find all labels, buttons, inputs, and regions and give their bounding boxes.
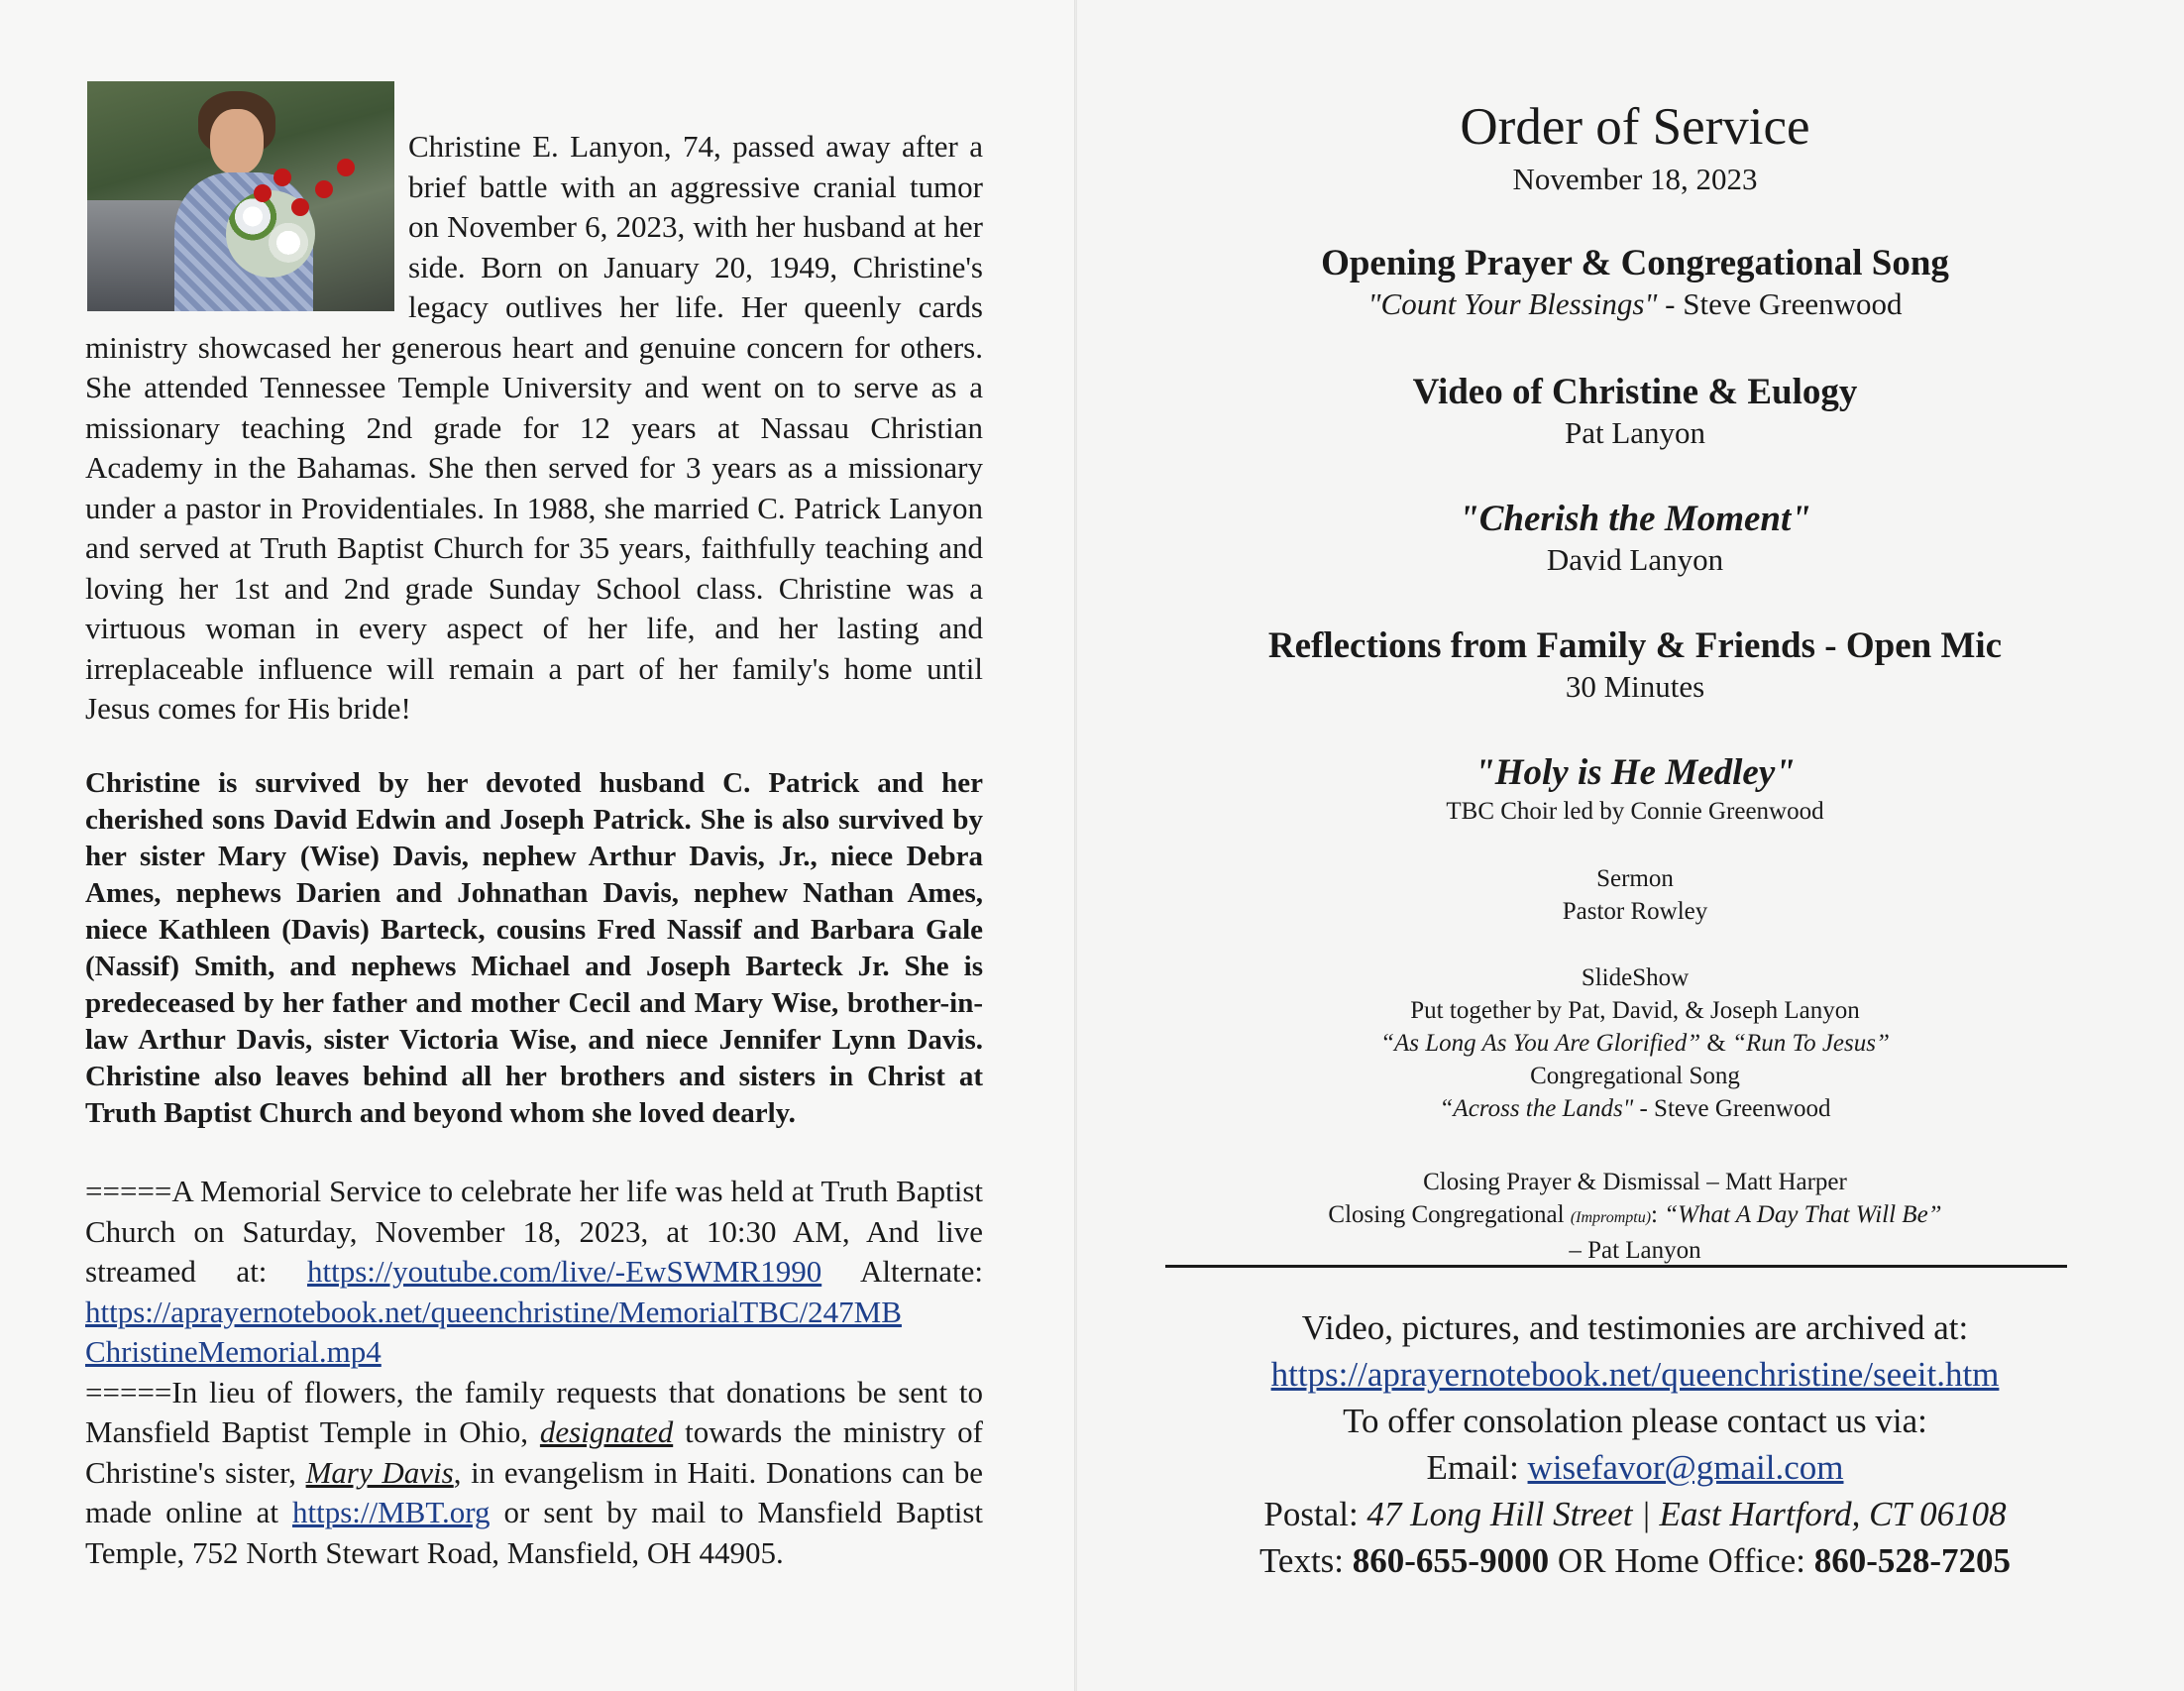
reflections-duration: 30 Minutes bbox=[1565, 669, 1705, 704]
email-line bbox=[1140, 1444, 2130, 1491]
slideshow-song1: “As Long As You Are Glorified” bbox=[1380, 1030, 1701, 1057]
email-label: Email: bbox=[1426, 1448, 1528, 1487]
closing-prayer: Closing Prayer & Dismissal – Matt Harper bbox=[1423, 1169, 1847, 1195]
or-label: OR Home Office: bbox=[1549, 1541, 1814, 1580]
holy-by: TBC Choir led by Connie Greenwood bbox=[1446, 798, 1824, 825]
holy-title: "Holy is He Medley" bbox=[1474, 752, 1796, 793]
email-link[interactable]: wisefavor@gmail.com bbox=[1527, 1448, 1844, 1487]
obituary-intro bbox=[85, 127, 983, 730]
reflections-section bbox=[1140, 624, 2130, 706]
archive-link[interactable]: https://aprayernotebook.net/queenchristine/seeit.htm bbox=[1270, 1355, 2000, 1394]
obituary-memorial bbox=[85, 1172, 983, 1573]
survived-text: Christine is survived by her devoted husband C. Patrick and her cherished sons David Edwin and Joseph Patrick. She is also survived by her sister Mary (Wise) Davis, nephew Arthur Davis, Jr., niece Debra Ames, nephews Darien and Johnathan Davis, nephew Nathan Ames, niece Kathleen (Davis) Barteck, cousins Fred Nassif and Barbara Gale (Nassif) Smith, and nephews Michael and Joseph Barteck Jr. She is predeceased by her father and mother Cecil and Mary Wise, brother-in-law Arthur Davis, sister Victoria Wise, and niece Jennifer Lynn Davis. Christine also leaves behind all her brothers and sisters in Christ at Truth Baptist Church and beyond whom she loved dearly. bbox=[85, 767, 983, 1129]
cherish-by: David Lanyon bbox=[1546, 542, 1724, 577]
closing-cong-colon: : bbox=[1651, 1201, 1665, 1228]
flowers-after-sister: , in evangelism in Haiti. Donations can be made online at bbox=[85, 1454, 983, 1529]
flowers-text: =====In lieu of flowers, the family requests that donations be sent to Mansfield Baptist Temple in Ohio, bbox=[85, 1374, 983, 1449]
opening-section bbox=[1140, 242, 2130, 323]
opening-by: - Steve Greenwood bbox=[1657, 286, 1903, 321]
closing-cong-note: (Impromptu) bbox=[1570, 1209, 1652, 1226]
cherish-section bbox=[1140, 498, 2130, 579]
video-by: Pat Lanyon bbox=[1564, 415, 1706, 450]
closing-cong-by: – Pat Lanyon bbox=[1569, 1237, 1701, 1264]
opening-title: Opening Prayer & Congregational Song bbox=[1321, 243, 1949, 283]
order-date: November 18, 2023 bbox=[1512, 162, 1758, 196]
designated-text: designated bbox=[539, 1414, 674, 1449]
video-title: Video of Christine & Eulogy bbox=[1412, 372, 1858, 412]
sister-name: Mary Davis bbox=[305, 1454, 454, 1490]
texts-line bbox=[1140, 1537, 2130, 1584]
mbt-link[interactable]: https://MBT.org bbox=[291, 1495, 491, 1529]
closing-section bbox=[1140, 1166, 2130, 1267]
slideshow-song2: “Run To Jesus” bbox=[1732, 1030, 1890, 1057]
closing-cong-song: “What A Day That Will Be” bbox=[1664, 1201, 1942, 1228]
postal-address: 47 Long Hill Street | East Hartford, CT 06108 bbox=[1366, 1495, 2007, 1533]
closing-cong-line bbox=[1140, 1198, 2130, 1234]
portrait-photo bbox=[87, 81, 394, 311]
order-title: Order of Service bbox=[1460, 98, 1810, 156]
cong-song-label: Congregational Song bbox=[1530, 1063, 1740, 1089]
archive-text: Video, pictures, and testimonies are archived at: bbox=[1301, 1308, 1969, 1347]
alternate-link[interactable]: https://aprayernotebook.net/queenchristine/MemorialTBC/247MB ChristineMemorial.mp4 bbox=[85, 1294, 902, 1369]
office-number: 860-528-7205 bbox=[1813, 1541, 2012, 1580]
flowers-suffix: or sent by mail to Mansfield Baptist Temple, 752 North Stewart Road, Mansfield, OH 44905. bbox=[85, 1495, 983, 1570]
sermon-section bbox=[1140, 862, 2130, 928]
slideshow-amp: & bbox=[1700, 1030, 1733, 1057]
slideshow-by: Put together by Pat, David, & Joseph Lanyon bbox=[1410, 997, 1860, 1024]
slideshow-songs bbox=[1140, 1027, 2130, 1060]
opening-song-line bbox=[1140, 285, 2130, 323]
cong-song-line bbox=[1140, 1092, 2130, 1125]
video-section bbox=[1140, 371, 2130, 452]
closing-cong-label: Closing Congregational bbox=[1328, 1201, 1565, 1228]
slideshow-section bbox=[1140, 961, 2130, 1125]
contact-section bbox=[1140, 1304, 2130, 1584]
consolation-text: To offer consolation please contact us via: bbox=[1343, 1402, 1927, 1440]
cong-song-by: - Steve Greenwood bbox=[1633, 1095, 1831, 1122]
stream-link[interactable]: https://youtube.com/live/-EwSWMR1990 bbox=[306, 1254, 822, 1289]
postal-label: Postal: bbox=[1263, 1495, 1367, 1533]
alternate-label: Alternate: bbox=[860, 1254, 983, 1289]
cherish-title: "Cherish the Moment" bbox=[1459, 499, 1811, 539]
cong-song-title: “Across the Lands" bbox=[1439, 1095, 1634, 1122]
section-divider bbox=[1165, 1265, 2067, 1268]
postal-line bbox=[1140, 1491, 2130, 1537]
obituary-intro-text: Christine E. Lanyon, 74, passed away after a brief battle with an aggressive cranial tumor on November 6, 2023, with her husband at her side. Born on January 20, 1949, Christine's legacy outlives her life. Her queenly cards ministry showcased her generous heart and genuine concern for others. She attended Tennessee Temple University and went on to serve as a missionary teaching 2nd grade for 12 years at Nassau Christian Academy in the Bahamas. She then served for 3 years as a missionary under a pastor in Providentiales. In 1988, she married C. Patrick Lanyon and served at Truth Baptist Church for 35 years, faithfully teaching and loving her 1st and 2nd grade Sunday School class. Christine was a virtuous woman in every aspect of her life, and her lasting and irreplaceable influence will remain a part of her family's home until Jesus comes for His bride! bbox=[85, 129, 983, 726]
sermon-by: Pastor Rowley bbox=[1562, 898, 1708, 925]
reflections-title: Reflections from Family & Friends - Open Mic bbox=[1267, 625, 2003, 666]
texts-label: Texts: bbox=[1258, 1541, 1353, 1580]
holy-section bbox=[1140, 751, 2130, 828]
sermon-label: Sermon bbox=[1596, 865, 1674, 892]
memorial-text: =====A Memorial Service to celebrate her life was held at Truth Baptist Church on Saturday, November 18, 2023, at 10:30 AM, And live streamed at: bbox=[85, 1174, 983, 1289]
obituary-survived bbox=[85, 765, 983, 1132]
opening-song: "Count Your Blessings" bbox=[1367, 286, 1658, 321]
flowers-middle-text: towards the ministry of Christine's sister, bbox=[85, 1414, 984, 1490]
slideshow-label: SlideShow bbox=[1581, 964, 1690, 991]
texts-number: 860-655-9000 bbox=[1352, 1541, 1550, 1580]
